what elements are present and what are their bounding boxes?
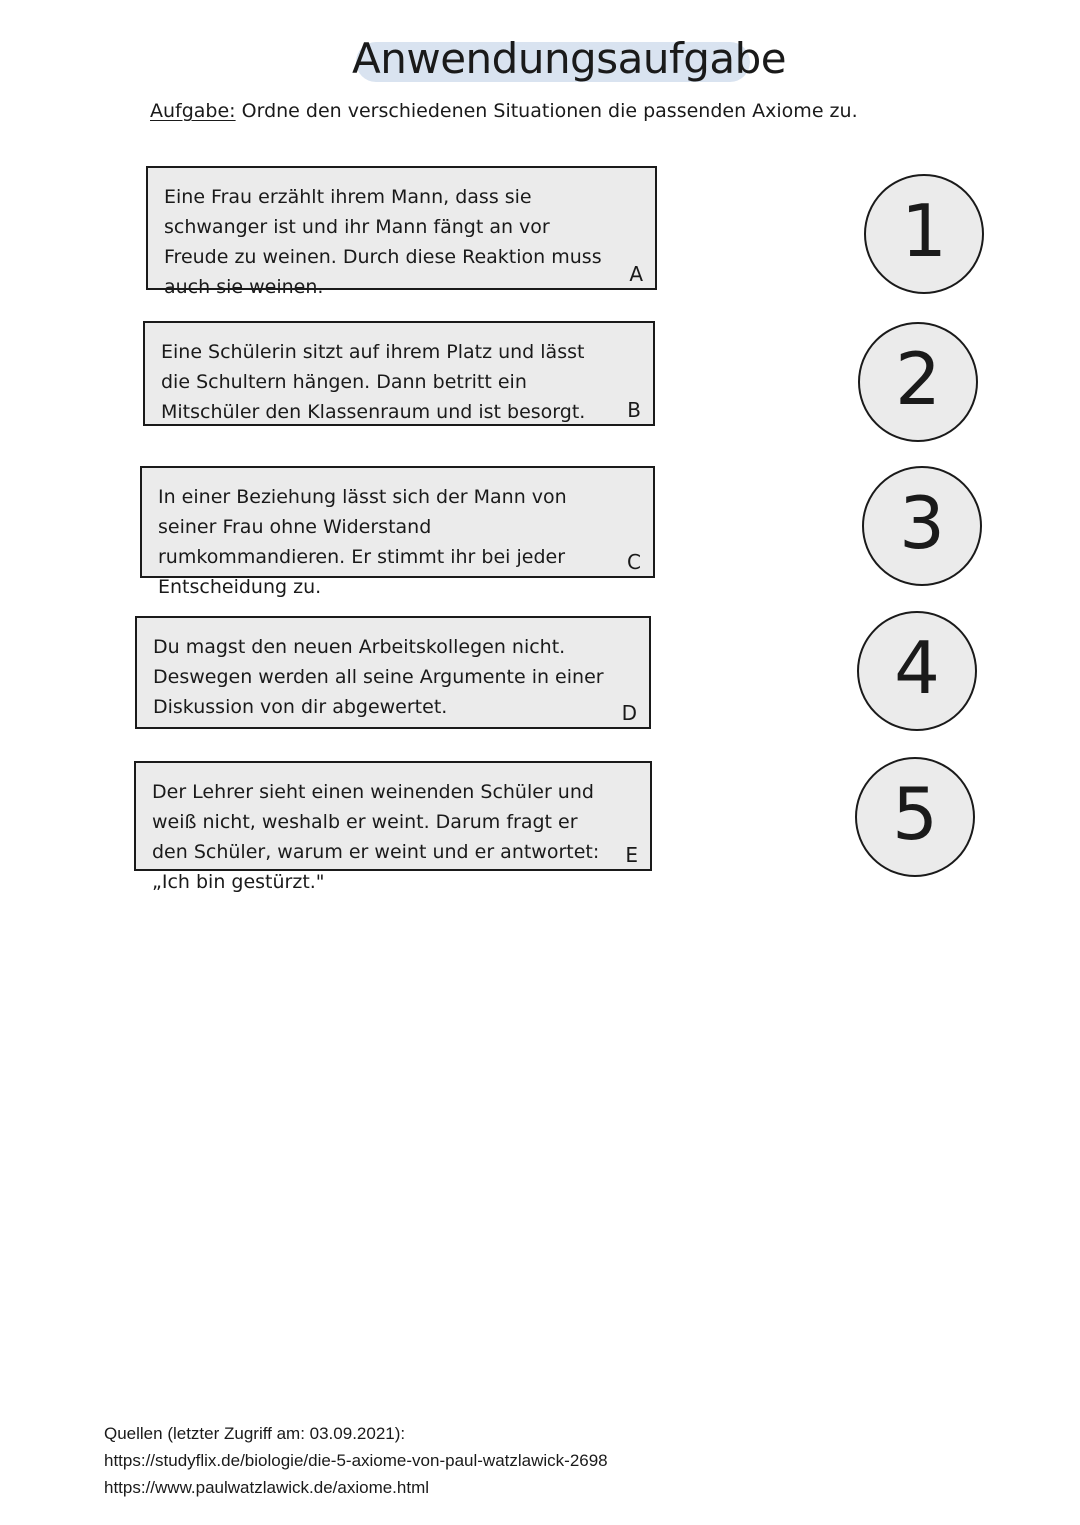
- situation-letter: E: [625, 843, 638, 867]
- situation-text: Du magst den neuen Arbeitskollegen nicht. Deswegen werden all seine Argumente in einer Diskussion von dir abgewertet.: [153, 636, 604, 718]
- situation-card-c: [140, 466, 655, 598]
- axiom-number-2: 2: [858, 322, 978, 442]
- task-text: Ordne den verschiedenen Situationen die passenden Axiome zu.: [235, 100, 858, 122]
- situation-letter: B: [627, 398, 641, 422]
- situation-card-a: [146, 166, 657, 298]
- axiom-number-4: 4: [857, 611, 977, 731]
- situation-text: Eine Frau erzählt ihrem Mann, dass sie schwanger ist und ihr Mann fängt an vor Freude zu weinen. Durch diese Reaktion muss auch sie weinen.: [164, 186, 602, 298]
- situation-card-e: [134, 761, 652, 893]
- situation-letter: D: [621, 701, 637, 725]
- sources-heading: Quellen (letzter Zugriff am: 03.09.2021):: [104, 1424, 406, 1443]
- axiom-number-3: 3: [862, 466, 982, 586]
- source-link[interactable]: https://studyflix.de/biologie/die-5-axiome-von-paul-watzlawick-2698: [104, 1451, 608, 1470]
- situation-text: Der Lehrer sieht einen weinenden Schüler und weiß nicht, weshalb er weint. Darum fragt er den Schüler, warum er weint und er antwortet: „Ich bin gestürzt.": [152, 781, 600, 893]
- situation-text: Eine Schülerin sitzt auf ihrem Platz und lässt die Schultern hängen. Dann betritt ein Mitschüler den Klassenraum und ist besorgt.: [161, 341, 586, 423]
- situation-text: In einer Beziehung lässt sich der Mann von seiner Frau ohne Widerstand rumkommandieren. Er stimmt ihr bei jeder Entscheidung zu.: [158, 486, 567, 598]
- source-link[interactable]: https://www.paulwatzlawick.de/axiome.html: [104, 1478, 430, 1497]
- axiom-number-1: 1: [864, 174, 984, 294]
- axiom-number-5: 5: [855, 757, 975, 877]
- task-label: Aufgabe:: [150, 100, 236, 122]
- situation-card-d: [135, 616, 651, 729]
- situation-letter: C: [627, 550, 641, 574]
- sources-section: [104, 1420, 608, 1501]
- situation-letter: A: [629, 262, 643, 286]
- situation-card-b: [143, 321, 655, 426]
- page-title: Anwendungsaufgabe: [352, 34, 787, 83]
- task-instruction: [150, 98, 858, 124]
- page-title-wrapper: [352, 30, 787, 84]
